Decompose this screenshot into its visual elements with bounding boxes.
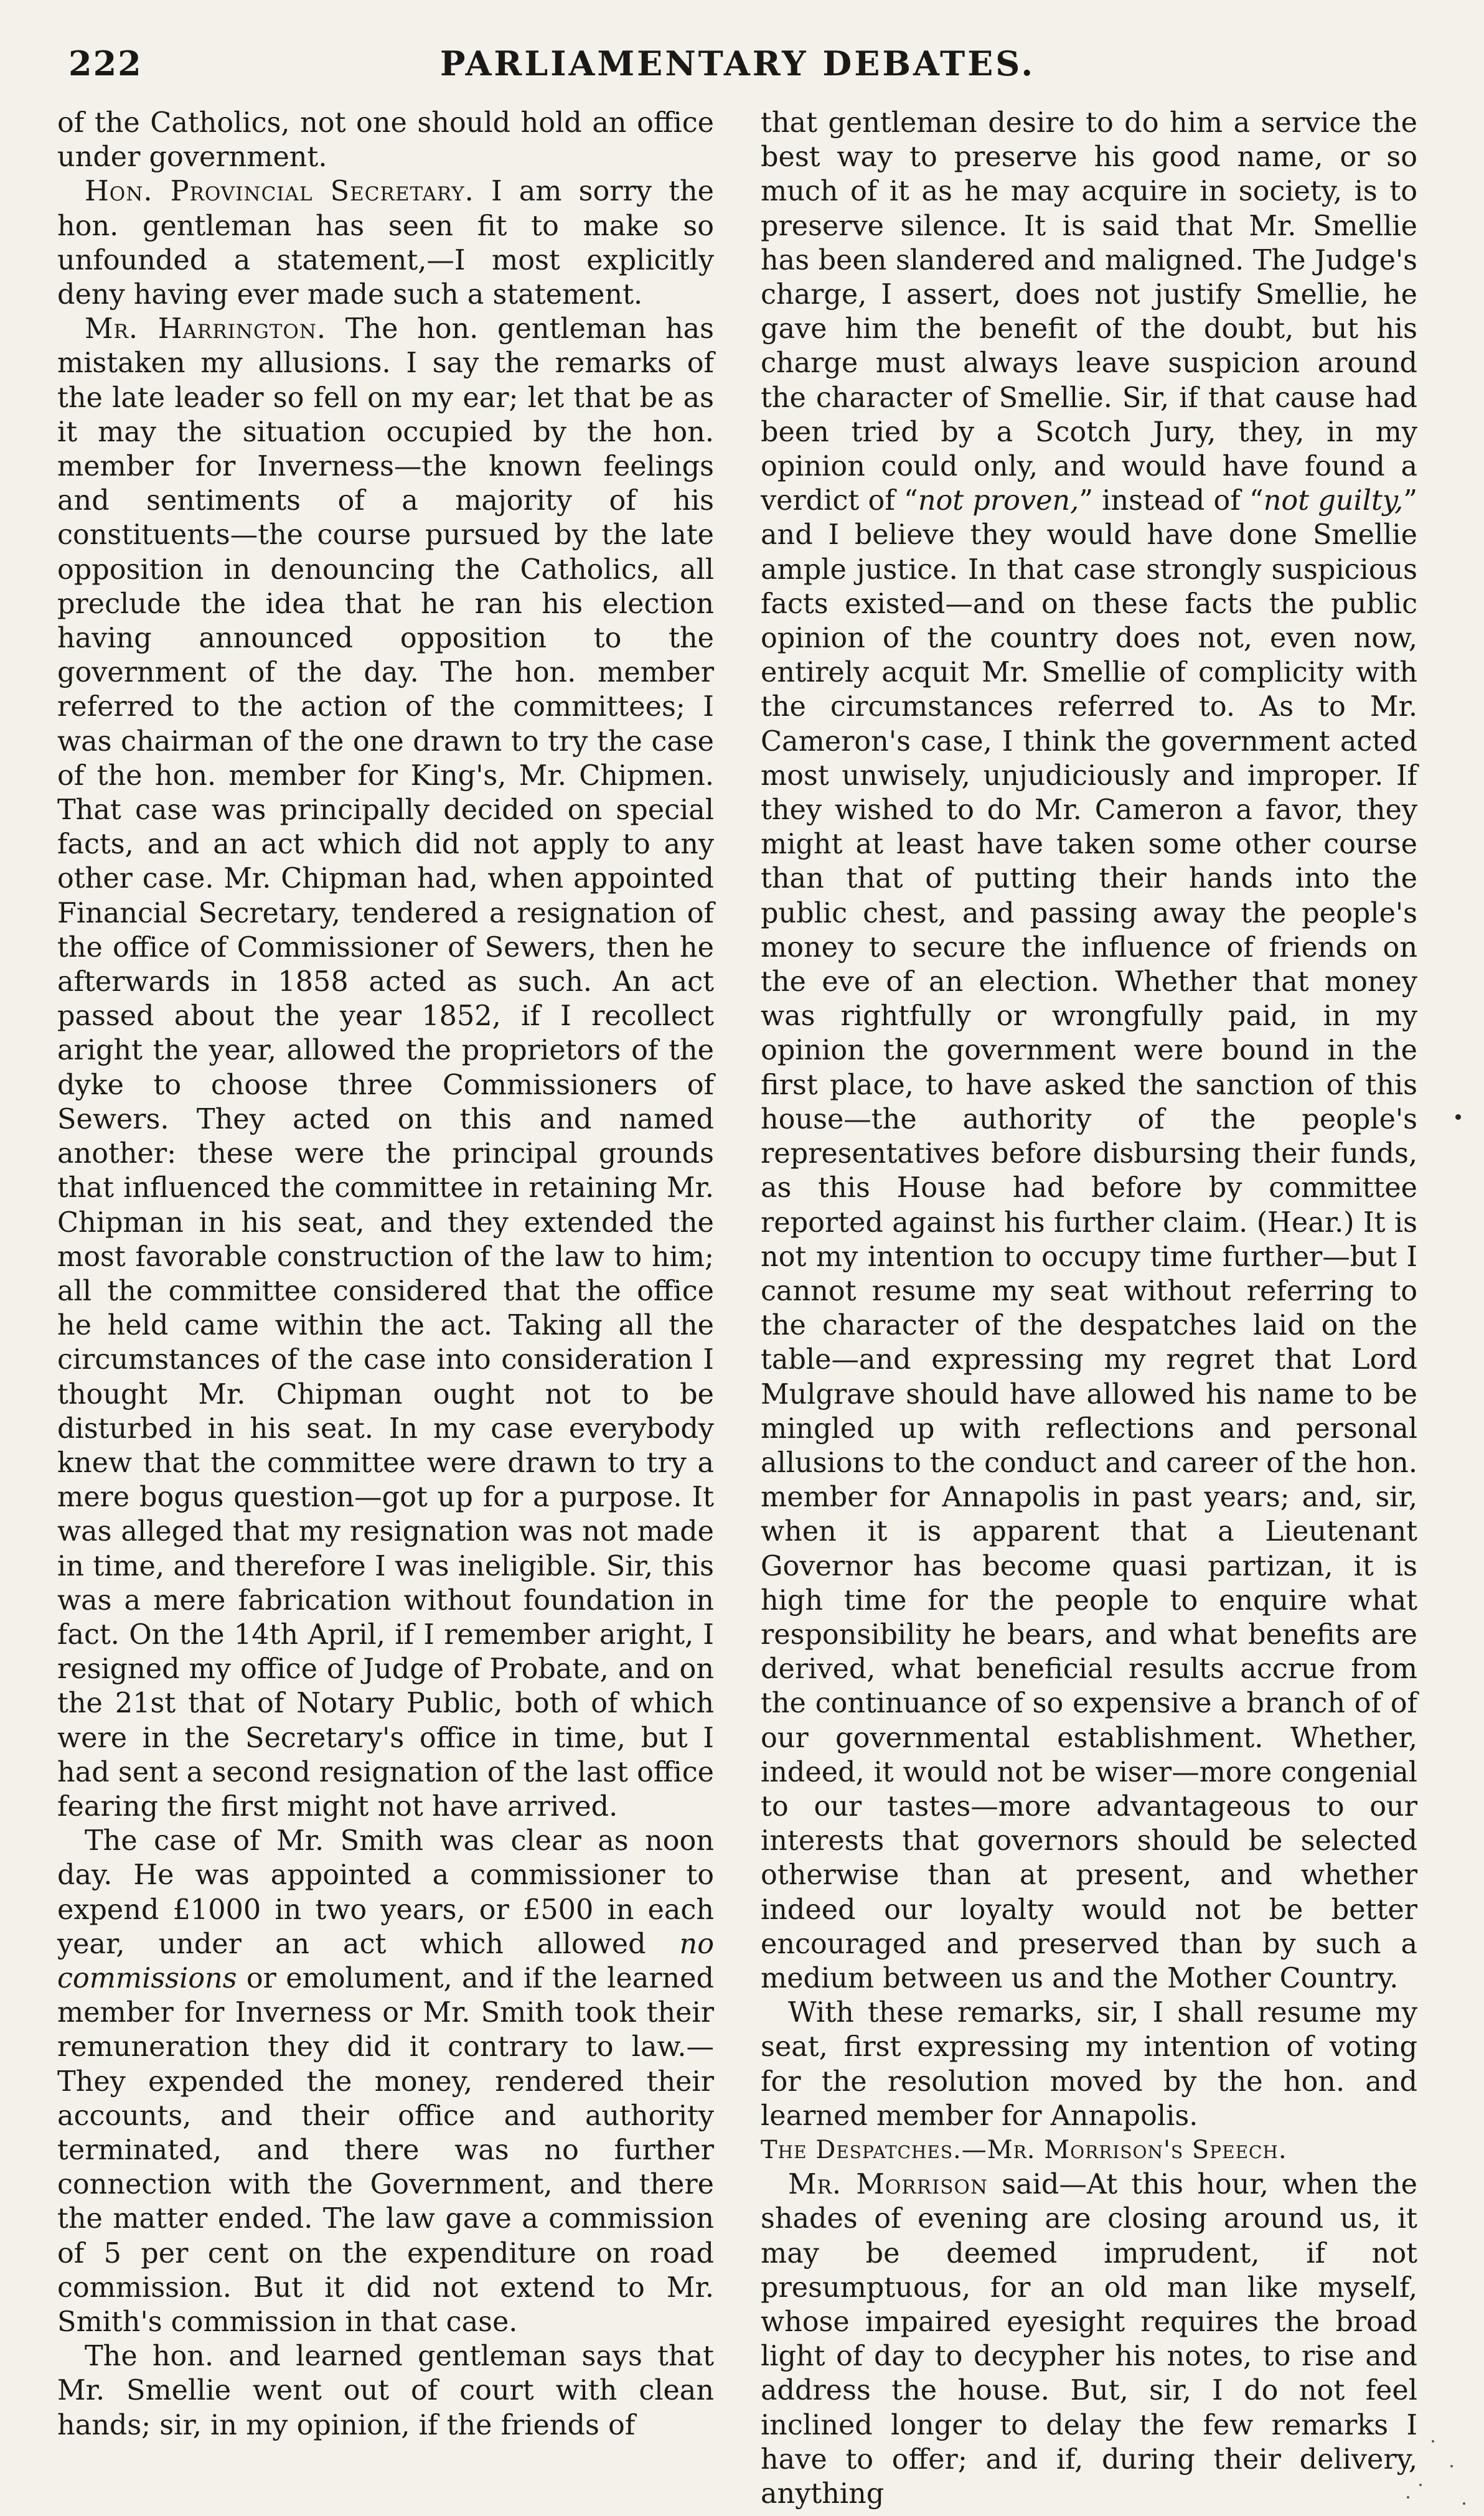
speech-text: that gentleman desire to do him a service the best way to preserve his good name, or so much of it as he may acquire in society, is to preserve silence. It is said that Mr. Smellie has been slandered and maligned. The Judge's charge, I assert, does not justify Smellie, he gave him the benefit of the doubt, but his charge must always leave suspicion around the character of Smellie. Sir, if that cause had been tried by a Scotch Jury, they, in my opinion could only, and would have found a verdict of “ (761, 107, 1417, 517)
running-title: PARLIAMENTARY DEBATES. (439, 44, 1036, 83)
print-speck (1450, 2465, 1453, 2467)
speech-text: The hon. gentleman has mistaken my allusions. I say the remarks of the late leader so fell on my ear; let that be as it may the situation occupied by the hon. member for Inverness—the known feelings and sentiments of a majority of his constituents—the course pursued by the late opposition in denouncing the Catholics, all preclude the idea that he ran his election having announced opposition to the government of the day. The hon. member referred to the action of the committees; I was chairman of the one drawn to try the case of the hon. member for King's, Mr. Chipmen. That case was principally decided on special facts, and an act which did not apply to any other case. Mr. Chipman had, when appointed Financial Secretary, tendered a resignation of the office of Commissioner of Sewers, then he afterwards in 1858 acted as such. An act passed about the year 1852, if I recollect aright the year, allowed the proprietors of the dyke to choose three Commissioners of Sewers. They acted on this and named another: these were the principal grounds that influenced the committee in retaining Mr. Chipman in his seat, and they extended the most favorable construction of the law to him; all the committee considered that the office he held came within the act. Taking all the circumstances of the case into consideration I thought Mr. Chipman ought not to be disturbed in his seat. In my case everybody knew that the committee were drawn to try a mere bogus question—got up for a purpose. It was alleged that my resignation was not made in time, and therefore I was ineligible. Sir, this was a mere fabrication without foundation in fact. On the 14th April, if I remember aright, I resigned my office of Judge of Probate, and on the 21st that of Notary Public, both of which were in the Secretary's office in time, but I had sent a second resignation of the last office fearing the first might not have arrived. (57, 313, 714, 1823)
paragraph (57, 312, 714, 1824)
print-speck (1455, 1114, 1461, 1120)
print-speck (1419, 2484, 1422, 2486)
speech-text: ” and I believe they would have done Smellie ample justice. In that case strongly suspicious facts existed—and on these facts the public opinion of the country does not, even now, entirely acquit Mr. Smellie of complicity with the circumstances referred to. As to Mr. Cameron's case, I think the government acted most unwisely, unjudiciously and improper. If they wished to do Mr. Cameron a favor, they might at least have taken some other course than that of putting their hands into the public chest, and passing away the people's money to secure the influence of friends on the eve of an election. Whether that money was rightfully or wrongfully paid, in my opinion the government were bound in the first place, to have asked the sanction of this house—the authority of the people's representatives before disbursing their funds, as this House had before by committee reported against his further claim. (Hear.) It is not my intention to occupy time further—but I cannot resume my seat without referring to the character of the despatches laid on the table—and expressing my regret that Lord Mulgrave should have allowed his name to be mingled up with reflections and personal allusions to the conduct and career of the hon. member for Annapolis in past years; and, sir, when it is apparent that a Lieutenant Governor has become quasi partizan, it is high time for the people to enquire what responsibility he bears, and what benefits are derived, what beneficial results accrue from the continuance of so expensive a branch of of our governmental establishment. Whether, indeed, it would not be wiser—more congenial to our tastes—more advantageous to our interests that governors should be selected otherwise than at present, and whether indeed our loyalty would not be better encouraged and preserved than by such a medium between us and the Mother Country. (761, 485, 1417, 1994)
section-heading: The Despatches.—Mr. Morrison's Speech. (761, 2135, 1287, 2164)
speaker-name: Mr. Harrington. (85, 313, 327, 345)
paragraph: The hon. and learned gentleman says that Mr. Smellie went out of court with clean hands; sir, in my opinion, if the friends of (57, 2340, 714, 2441)
paragraph: With these remarks, sir, I shall resume my seat, first expressing my intention of voting for the resolution moved by the hon. and learned member for Annapolis. (761, 1997, 1417, 2132)
page-header (68, 37, 1407, 93)
paragraph (761, 2167, 1417, 2511)
speech-text: I am sorry the hon. gentleman has seen fit to make so unfounded a statement,—I most explicitly deny having ever made such a statement. (57, 176, 714, 311)
speech-text: The case of Mr. Smith was clear as noon day. He was appointed a commissioner to expend £1000 in two years, or £500 in each year, under an act which allowed (57, 1825, 714, 1960)
page-number: 222 (68, 44, 143, 83)
paragraph (57, 174, 714, 312)
italic-text: not guilty, (1263, 485, 1404, 517)
paragraph (57, 1824, 714, 2339)
print-speck (1432, 2440, 1434, 2443)
print-speck (1407, 2496, 1409, 2499)
speech-text: ” instead of “ (1079, 485, 1264, 517)
italic-text: no commissions (57, 1928, 714, 1994)
speech-text: said—At this hour, when the shades of evening are closing around us, it may be deemed imprudent, if not presumptuous, for an old man like myself, whose impaired eyesight requires the broad light of day to decypher his notes, to rise and address the house. But, sir, I do not feel inclined longer to delay the few remarks I have to offer; and if, during their delivery, anything (761, 2169, 1417, 2510)
speaker-name: Mr. Morrison (788, 2169, 988, 2201)
print-speck (1463, 2502, 1465, 2505)
speaker-name: Hon. Provincial Secretary. (85, 176, 474, 208)
paragraph: of the Catholics, not one should hold an office under government. (57, 107, 714, 174)
left-column (57, 106, 714, 2443)
right-column (761, 106, 1417, 2511)
speech-text: or emolument, and if the learned member for Inverness or Mr. Smith took their remuneration they did it contrary to law.—They expended the money, rendered their accounts, and their office and authority terminated, and there was no further connection with the Government, and there the matter ended. The law gave a commission of 5 per cent on the expenditure on road commission. But it did not extend to Mr. Smith's commission in that case. (57, 1962, 714, 2338)
paragraph (761, 106, 1417, 1996)
italic-text: not proven, (918, 485, 1079, 517)
